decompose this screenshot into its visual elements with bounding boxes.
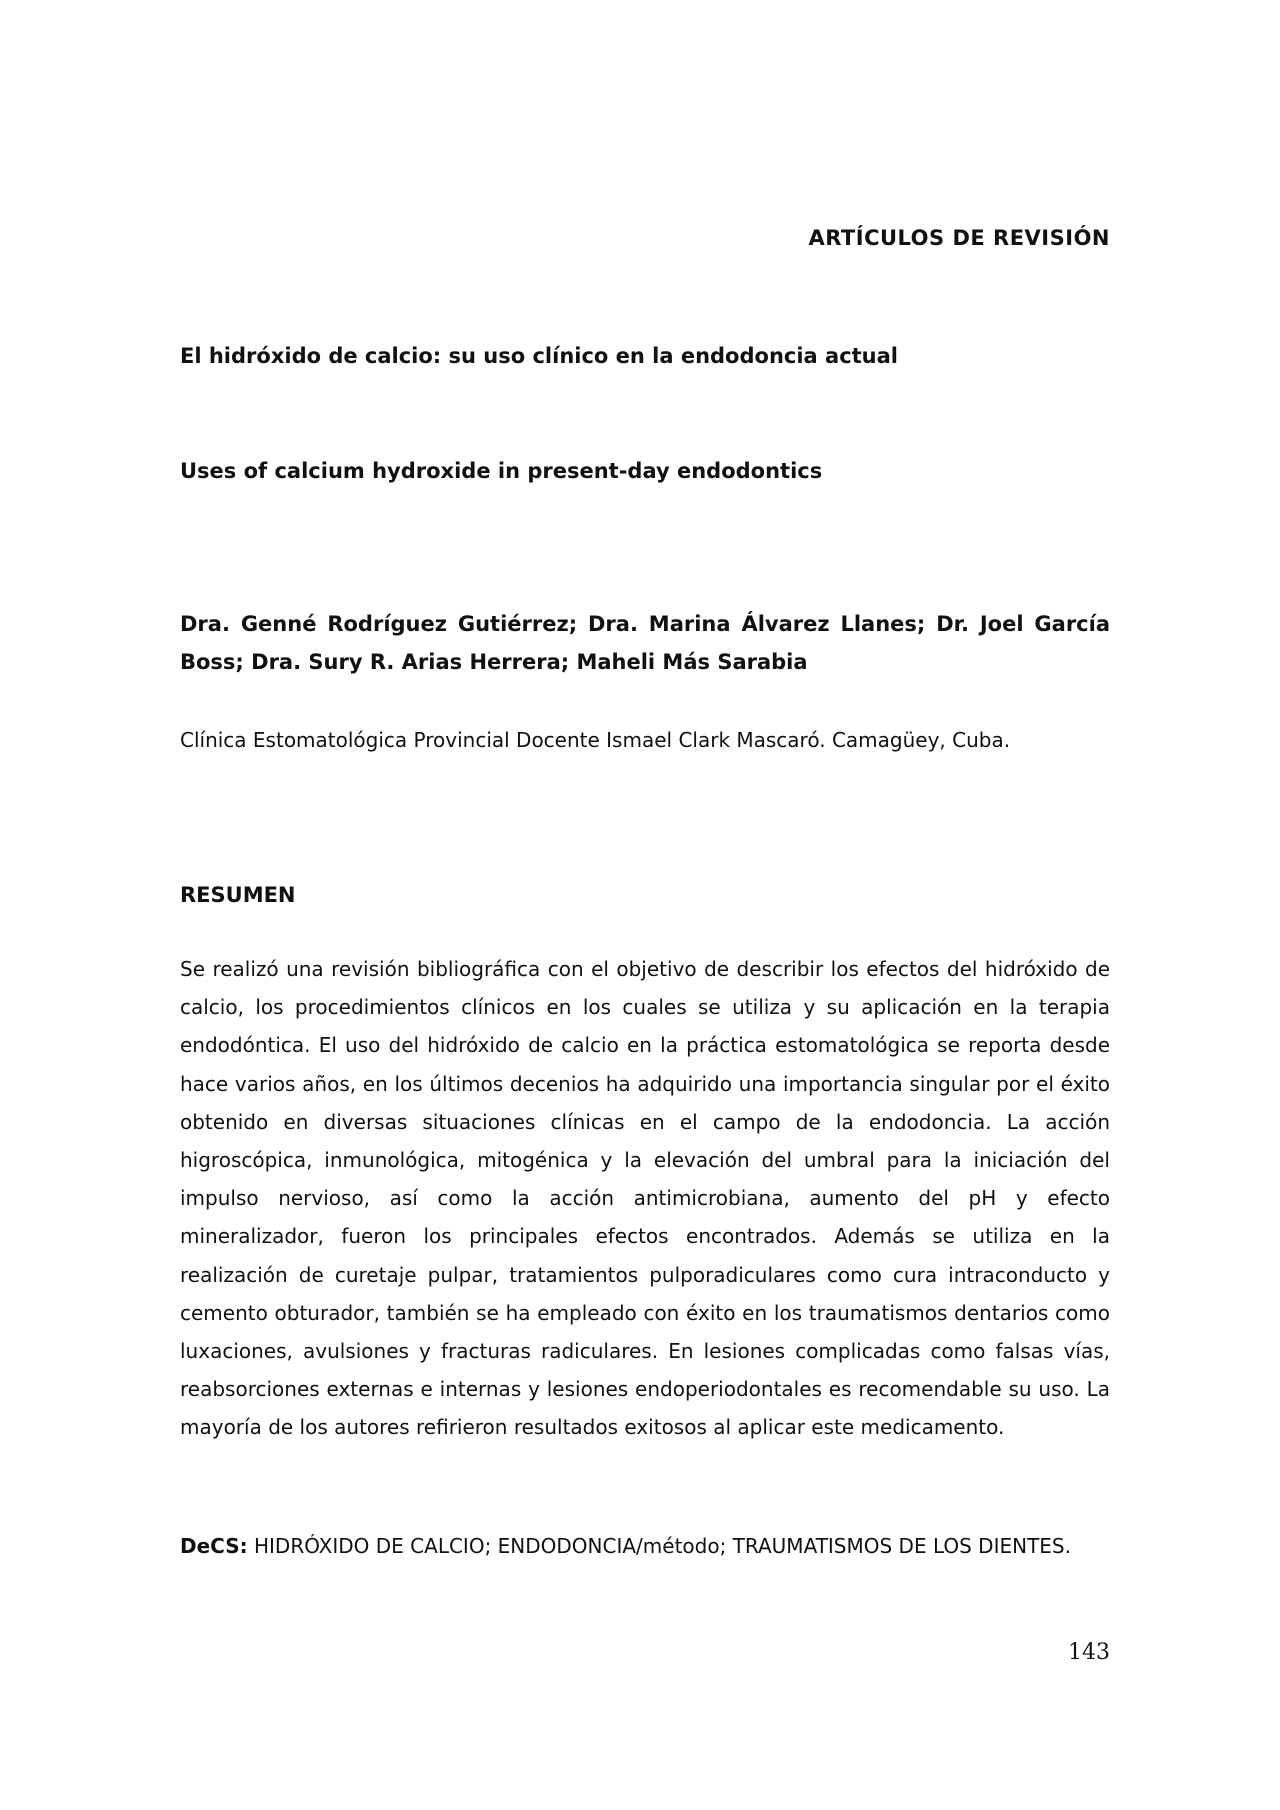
article-title-spanish: El hidróxido de calcio: su uso clínico en la endodoncia actual (180, 344, 898, 368)
abstract-body: Se realizó una revisión bibliográfica con el objetivo de describir los efectos del hidróxido de calcio, los procedimientos clínicos en los cuales se utiliza y su aplicación en la terapia endodóntica. El uso del hidróxido de calcio en la práctica estomatológica se reporta desde hace varios años, en los últimos decenios ha adquirido una importancia singular por el éxito obtenido en diversas situaciones clínicas en el campo de la endodoncia. La acción higroscópica, inmunológica, mitogénica y la elevación del umbral para la iniciación del impulso nervioso, así como la acción antimicrobiana, aumento del pH y efecto mineralizador, fueron los principales efectos encontrados. Además se utiliza en la realización de curetaje pulpar, tratamientos pulporadiculares como cura intraconducto y cemento obturador, también se ha empleado con éxito en los traumatismos dentarios como luxaciones, avulsiones y fracturas radiculares. En lesiones complicadas como falsas vías, reabsorciones externas e internas y lesiones endoperiodontales es recomendable su uso. La mayoría de los autores refirieron resultados exitosos al aplicar este medicamento. (180, 957, 1110, 1440)
decs-label: DeCS: (180, 1534, 248, 1558)
abstract-heading: RESUMEN (180, 883, 296, 907)
decs-keywords (180, 1527, 1110, 1565)
decs-terms: HIDRÓXIDO DE CALCIO; ENDODONCIA/método; TRAUMATISMOS DE LOS DIENTES. (247, 1534, 1071, 1558)
affiliation: Clínica Estomatológica Provincial Docente Ismael Clark Mascaró. Camagüey, Cuba. (180, 728, 1011, 752)
article-title-english: Uses of calcium hydroxide in present-day endodontics (180, 459, 823, 483)
page-number: 143 (1068, 1640, 1110, 1665)
author-list: Dra. Genné Rodríguez Gutiérrez; Dra. Marina Álvarez Llanes; Dr. Joel García Boss; Dra. Sury R. Arias Herrera; Maheli Más Sarabia (180, 612, 1110, 674)
section-label: ARTÍCULOS DE REVISIÓN (808, 226, 1110, 250)
